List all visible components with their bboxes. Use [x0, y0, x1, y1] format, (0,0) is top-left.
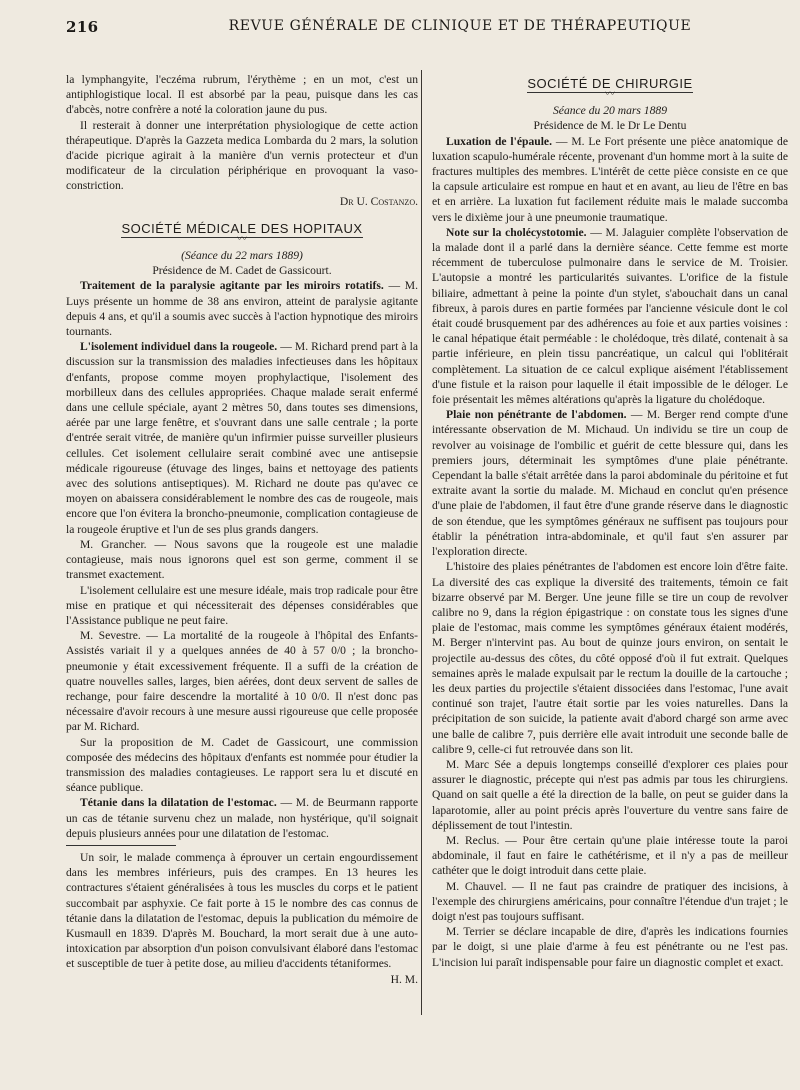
paragraph-sevestre: M. Sevestre. — La mortalité de la rougeole à l'hôpital des Enfants-Assistés variait il y a quelques années de 40 à 57 0/0 ; la broncho-pneumonie y était excessivement fréquente. Il a suffi de la création de quatre nouvelles salles, larges, bien aérées, dont deux servent de salles de rechange, pour faire descendre la mortalité à 10 0/0. Il n'est donc pas nécessaire d'avoir recours à une mesure aussi rigoureuse que celle proposée par M. Richard.: [66, 629, 418, 734]
item-heading: Note sur la cholécystotomie.: [446, 225, 587, 239]
paragraph-terrier: M. Terrier se déclare incapable de dire, d'après les indications fournies par le doigt, si une plaie d'arme à feu est pénétrante ou ne l'est pas. L'incision lui paraît indispensable pour faire un diagnostic complet et exact.: [432, 925, 788, 969]
right-column: [432, 72, 788, 970]
item-heading: Plaie non pénétrante de l'abdomen.: [446, 408, 627, 422]
paragraph-soir: Un soir, le malade commença à éprouver un certain engourdissement dans les membres inférieurs, puis des crampes. En 13 heures les contractures s'étaient généralisées à tous les muscles du corps et le patient succombait par asphyxie. Ce fait porte à 15 le nombre des cas connus de tétanie dans la dilatation de l'estomac, depuis la publication du mémoire de Kusmaull en 1839. D'après M. Bouchard, la mort serait due à une auto-intoxication par absorption d'un poison convulsivant élaboré dans l'estomac et susceptible de tuer à petite dose, au milieu d'accidents tétaniformes.: [66, 850, 418, 971]
paragraph-interpretation: Il resterait à donner une interprétation physiologique de cette action thérapeutique. D'après la Gazzeta medica Lombarda du 2 mars, la solution d'acide picrique agirait à la manière d'un vernis protecteur et d'un modificateur de la circulation périphérique en provoquant la vaso-constriction.: [66, 118, 418, 193]
section-title-text: SOCIÉTÉ DE CHIRURGIE: [527, 76, 693, 91]
item-body: — M. Richard prend part à la discussion sur la transmission des maladies infectieuses dans les hôpitaux d'enfants, propose comme moyen prophylactique, l'isolement des morbilleux dans des cellules appropriées. Chaque malade serait enfermé dans une cellule spéciale, ayant 2 mètres 50, dans toutes ses dimensions, aérée par une large fenêtre, et s'ouvrant dans une salle centrale ; la porte d'entrée serait vitrée, de manière qu'un infirmier puisse surveiller plusieurs cellules. Cet isolement cellulaire serait combiné avec une antisepsie médicale rigoureuse (étuvage des linges, bains et nettoyage des patients avec des solutions antiseptiques). M. Richard ne doute pas qu'avec ce moyen on abaissera considérablement le nombre des cas de rougeole, mais encore que l'on évitera la broncho-pneumonie, complication contagieuse de la rougeole éruptive et l'un de ses plus grands dangers.: [66, 340, 418, 536]
left-column: [66, 72, 418, 987]
paragraph-isolement-cellulaire: L'isolement cellulaire est une mesure idéale, mais trop radicale pour être mise en pratique et qui nécessiterait des dépenses considérables que l'Assistance publique ne peut faire.: [66, 583, 418, 627]
item-isolement: [66, 339, 418, 537]
spacer: [66, 209, 418, 217]
item-body: — M. Le Fort présente une pièce anatomique de luxation scapulo-humérale récente, provenant d'un homme mort à la suite de fractures multiples des membres. L'intérêt de cette pièce consiste en ce que la capsule articulaire est rompue en haut et en avant, au lieu de l'être en bas et en arrière. La luxation fut facilement réduite mais le malade succomba vers le dixième jour à une pneumonie traumatique.: [432, 134, 788, 224]
author-signature: Dr U. Costanzo.: [339, 194, 418, 208]
seance-date: (Séance du 22 mars 1889): [181, 249, 303, 263]
ornament-squiggle: 〰: [605, 89, 615, 101]
presidence-line: Présidence de M. Cadet de Gassicourt.: [152, 264, 332, 278]
paragraph-reclus: M. Reclus. — Pour être certain qu'une plaie intéresse toute la paroi abdominale, il faut en faire le cathétérisme, et il n'y a pas de meilleur cathéter que le doigt introduit dans cette plaie.: [432, 833, 788, 878]
item-heading: Tétanie dans la dilatation de l'estomac.: [80, 796, 277, 810]
separator-rule: [66, 845, 176, 846]
item-cholecystotomie: [432, 225, 788, 407]
running-title: REVUE GÉNÉRALE DE CLINIQUE ET DE THÉRAPEUTIQUE: [228, 18, 692, 34]
column-divider: [421, 70, 422, 1015]
item-body: — M. Jalaguier complète l'observation de la malade dont il a parlé dans la dernière séance. Cette femme est morte récemment de tuberculose pulmonaire dans le service de M. Troisier. L'autopsie a montré les particularités suivantes. L'orifice de la fistule biliaire, admettant à peine la pointe d'un stylet, s'abouchait dans un canal fibreux, à parois dures en partie formées par l'ancienne vésicule dont le col était coudé brusquement par des adhérences au foie et aux parties voisines : le canal hépatique était perméable : le cholédoque, très dilaté, contenait à sa partie inférieure, en plein tissu pancréatique, un calcul qui l'oblitérait complètement. La situation de ce calcul explique aisément l'établissement d'une fistule et la raison pour laquelle il était impossible de le déloger. Le foie présentait les mêmes altérations qu'après la ligature du cholédoque.: [432, 225, 788, 407]
item-heading: Luxation de l'épaule.: [446, 134, 552, 148]
item-heading: Traitement de la paralysie agitante par les miroirs rotatifs.: [80, 279, 384, 293]
paragraph-grancher: M. Grancher. — Nous savons que la rougeole est une maladie contagieuse, mais nous ignorons quel est son germe, comment il se transmet exactement.: [66, 537, 418, 582]
item-paralysie: [66, 278, 418, 339]
paragraph-proposition: Sur la proposition de M. Cadet de Gassicourt, une commission composée des médecins des hôpitaux d'enfants est nommée pour étudier la transmission des maladies contagieuses. Le rapport sera lu et discuté en séance publique.: [66, 735, 418, 795]
page-number: 216: [66, 18, 99, 36]
presidence-line: Présidence de M. le Dr Le Dentu: [533, 119, 687, 133]
ornament-squiggle: 〰: [237, 234, 247, 246]
item-body: — M. Berger rend compte d'une intéressante observation de M. Michaud. Un individu se tire un coup de revolver au voisinage de l'ombilic et guérit de cette blessure qui, dans les premiers jours, déterminait les symptômes d'une plaie pénétrante. Cependant la balle s'était arrêtée dans la paroi abdominale du péritoine et fut extraite avant la sortie du malade. M. Michaud en conclut qu'en présence d'une plaie de l'abdomen, il faut être d'une grande réserve dans le diagnostic de son étendue, que les symptômes généraux ne suffisent pas toujours pour établir la pénétration intra-abdominale, et qu'il faut s'en assurer par l'exploration directe.: [432, 408, 788, 559]
item-luxation: [432, 134, 788, 225]
item-plaie-abdomen: [432, 407, 788, 559]
paragraph-continuation: la lymphangyite, l'eczéma rubrum, l'érythème ; en un mot, c'est un antiphlogistique local. Il est absorbé par la peau, puisque dans les cas d'abcès, notre confrère a noté la coloration jaune du pus.: [66, 73, 418, 117]
item-body: — M. Luys présente un homme de 38 ans environ, atteint de paralysie agitante depuis 4 ans, et qu'il a soumis avec succès à l'action hypnotique des miroirs tournants.: [66, 279, 418, 339]
paragraph-histoire: L'histoire des plaies pénétrantes de l'abdomen est encore loin d'être faite. La diversité des cas explique la diversité des traitements, témoin ce fait bizarre observé par M. Berger. Une jeune fille se tire un coup de revolver calibre no 9, dans la région épigastrique : on constate tous les signes d'une plaie de l'estomac, mais comme les symptômes généraux étaient modérés, M. Berger n'intervint pas. Au bout de quinze jours environ, on sentait le projectile au-dessus des côtes, du côté opposé d'où il fut extrait. Quelques semaines après le malade expulsait par le rectum la douille de la cartouche ; les deux parties du projectile s'étaient dissociées dans l'estomac, l'une avait continué son trajet, l'autre était sortie par les voies naturelles. Dans la précipitation de son suicide, la patiente avait d'abord chargé son arme avec une balle de calibre 7, puis derrière elle avait introduit une seconde balle de calibre 9, celle-ci fut retrouvée dans son lit.: [432, 560, 788, 756]
paragraph-marc-see: M. Marc Sée a depuis longtemps conseillé d'explorer ces plaies pour assurer le diagnostic, précepte qui n'est pas admis par tous les chirurgiens. Quand on sait quelle a été la direction de la balle, on peut se guider dans la laparotomie, aller au point précis après l'ouverture du ventre sans faire de déplissement de tout l'intestin.: [432, 757, 788, 832]
item-body: — M. de Beurmann rapporte un cas de tétanie survenu chez un malade, non hystérique, qu'il soignait depuis plusieurs années pour une dilatation de l'estomac.: [66, 796, 418, 840]
item-tetanie: [66, 795, 418, 841]
section-title-text: SOCIÉTÉ MÉDICALE DES HOPITAUX: [121, 220, 363, 236]
seance-date: Séance du 20 mars 1889: [553, 104, 667, 118]
paragraph-chauvel: M. Chauvel. — Il ne faut pas craindre de pratiquer des incisions, à l'exemple des chirurgiens américains, pour connaître l'étendue d'un trajet ; le doigt n'est pas toujours suffisant.: [432, 879, 788, 923]
author-initials: H. M.: [390, 972, 418, 986]
item-heading: L'isolement individuel dans la rougeole.: [80, 340, 278, 354]
page-header: [60, 16, 780, 46]
